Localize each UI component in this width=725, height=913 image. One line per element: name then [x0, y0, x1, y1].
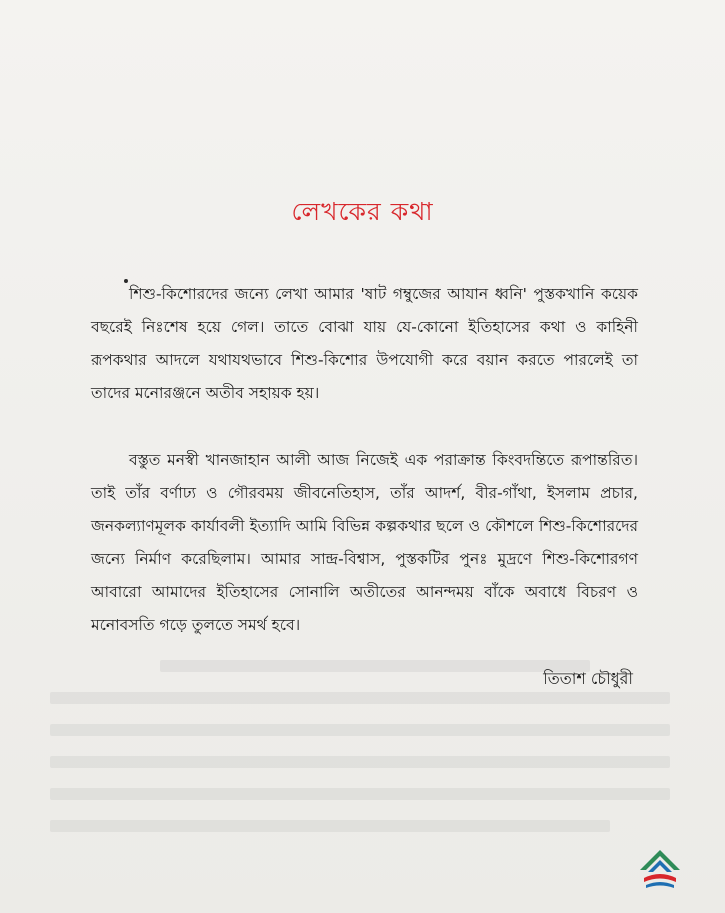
page-title: লেখকের কথা [291, 197, 434, 226]
author-signature: তিতাশ চৌধুরী [543, 669, 633, 688]
paragraph-1: শিশু-কিশোরদের জন্যে লেখা আমার 'ষাট গম্বুজের আযান ধ্বনি' পুস্তকখানি কয়েক বছরেই নিঃশেষ হয়ে গেল। তাতে বোঝা যায় যে-কোনো ইতিহাসের কথা ও কাহিনী রূপকথার আদলে যথাযথভাবে শিশু-কিশোর উপযোগী করে বয়ান করতে পারলেই তা তাদের মনোরঞ্জনে অতীব সহায়ক হয়। [91, 284, 638, 402]
paragraph-2: বস্তুত মনস্বী খানজাহান আলী আজ নিজেই এক পরাক্রান্ত কিংবদন্তিতে রূপান্তরিত। তাই তাঁর বর্ণাঢ্য ও গৌরবময় জীবনেতিহাস, তাঁর আদর্শ, বীর-গাঁথা, ইসলাম প্রচার, জনকল্যাণমূলক কার্যাবলী ইত্যাদি আমি বিভিন্ন কল্পকথার ছলে ও কৌশলে শিশু-কিশোরদের জন্যে নির্মাণ করেছিলাম। আমার সান্দ্র-বিশ্বাস, পুস্তকটির পুনঃ মুদ্রণে শিশু-কিশোরগণ আবারো আমাদের ইতিহাসের সোনালি অতীতের আনন্দময় বাঁকে অবাধে বিচরণ ও মনোবসতি গড়ে তুলতে সমর্থ হবে। [91, 450, 638, 634]
publisher-logo-icon [636, 848, 684, 892]
